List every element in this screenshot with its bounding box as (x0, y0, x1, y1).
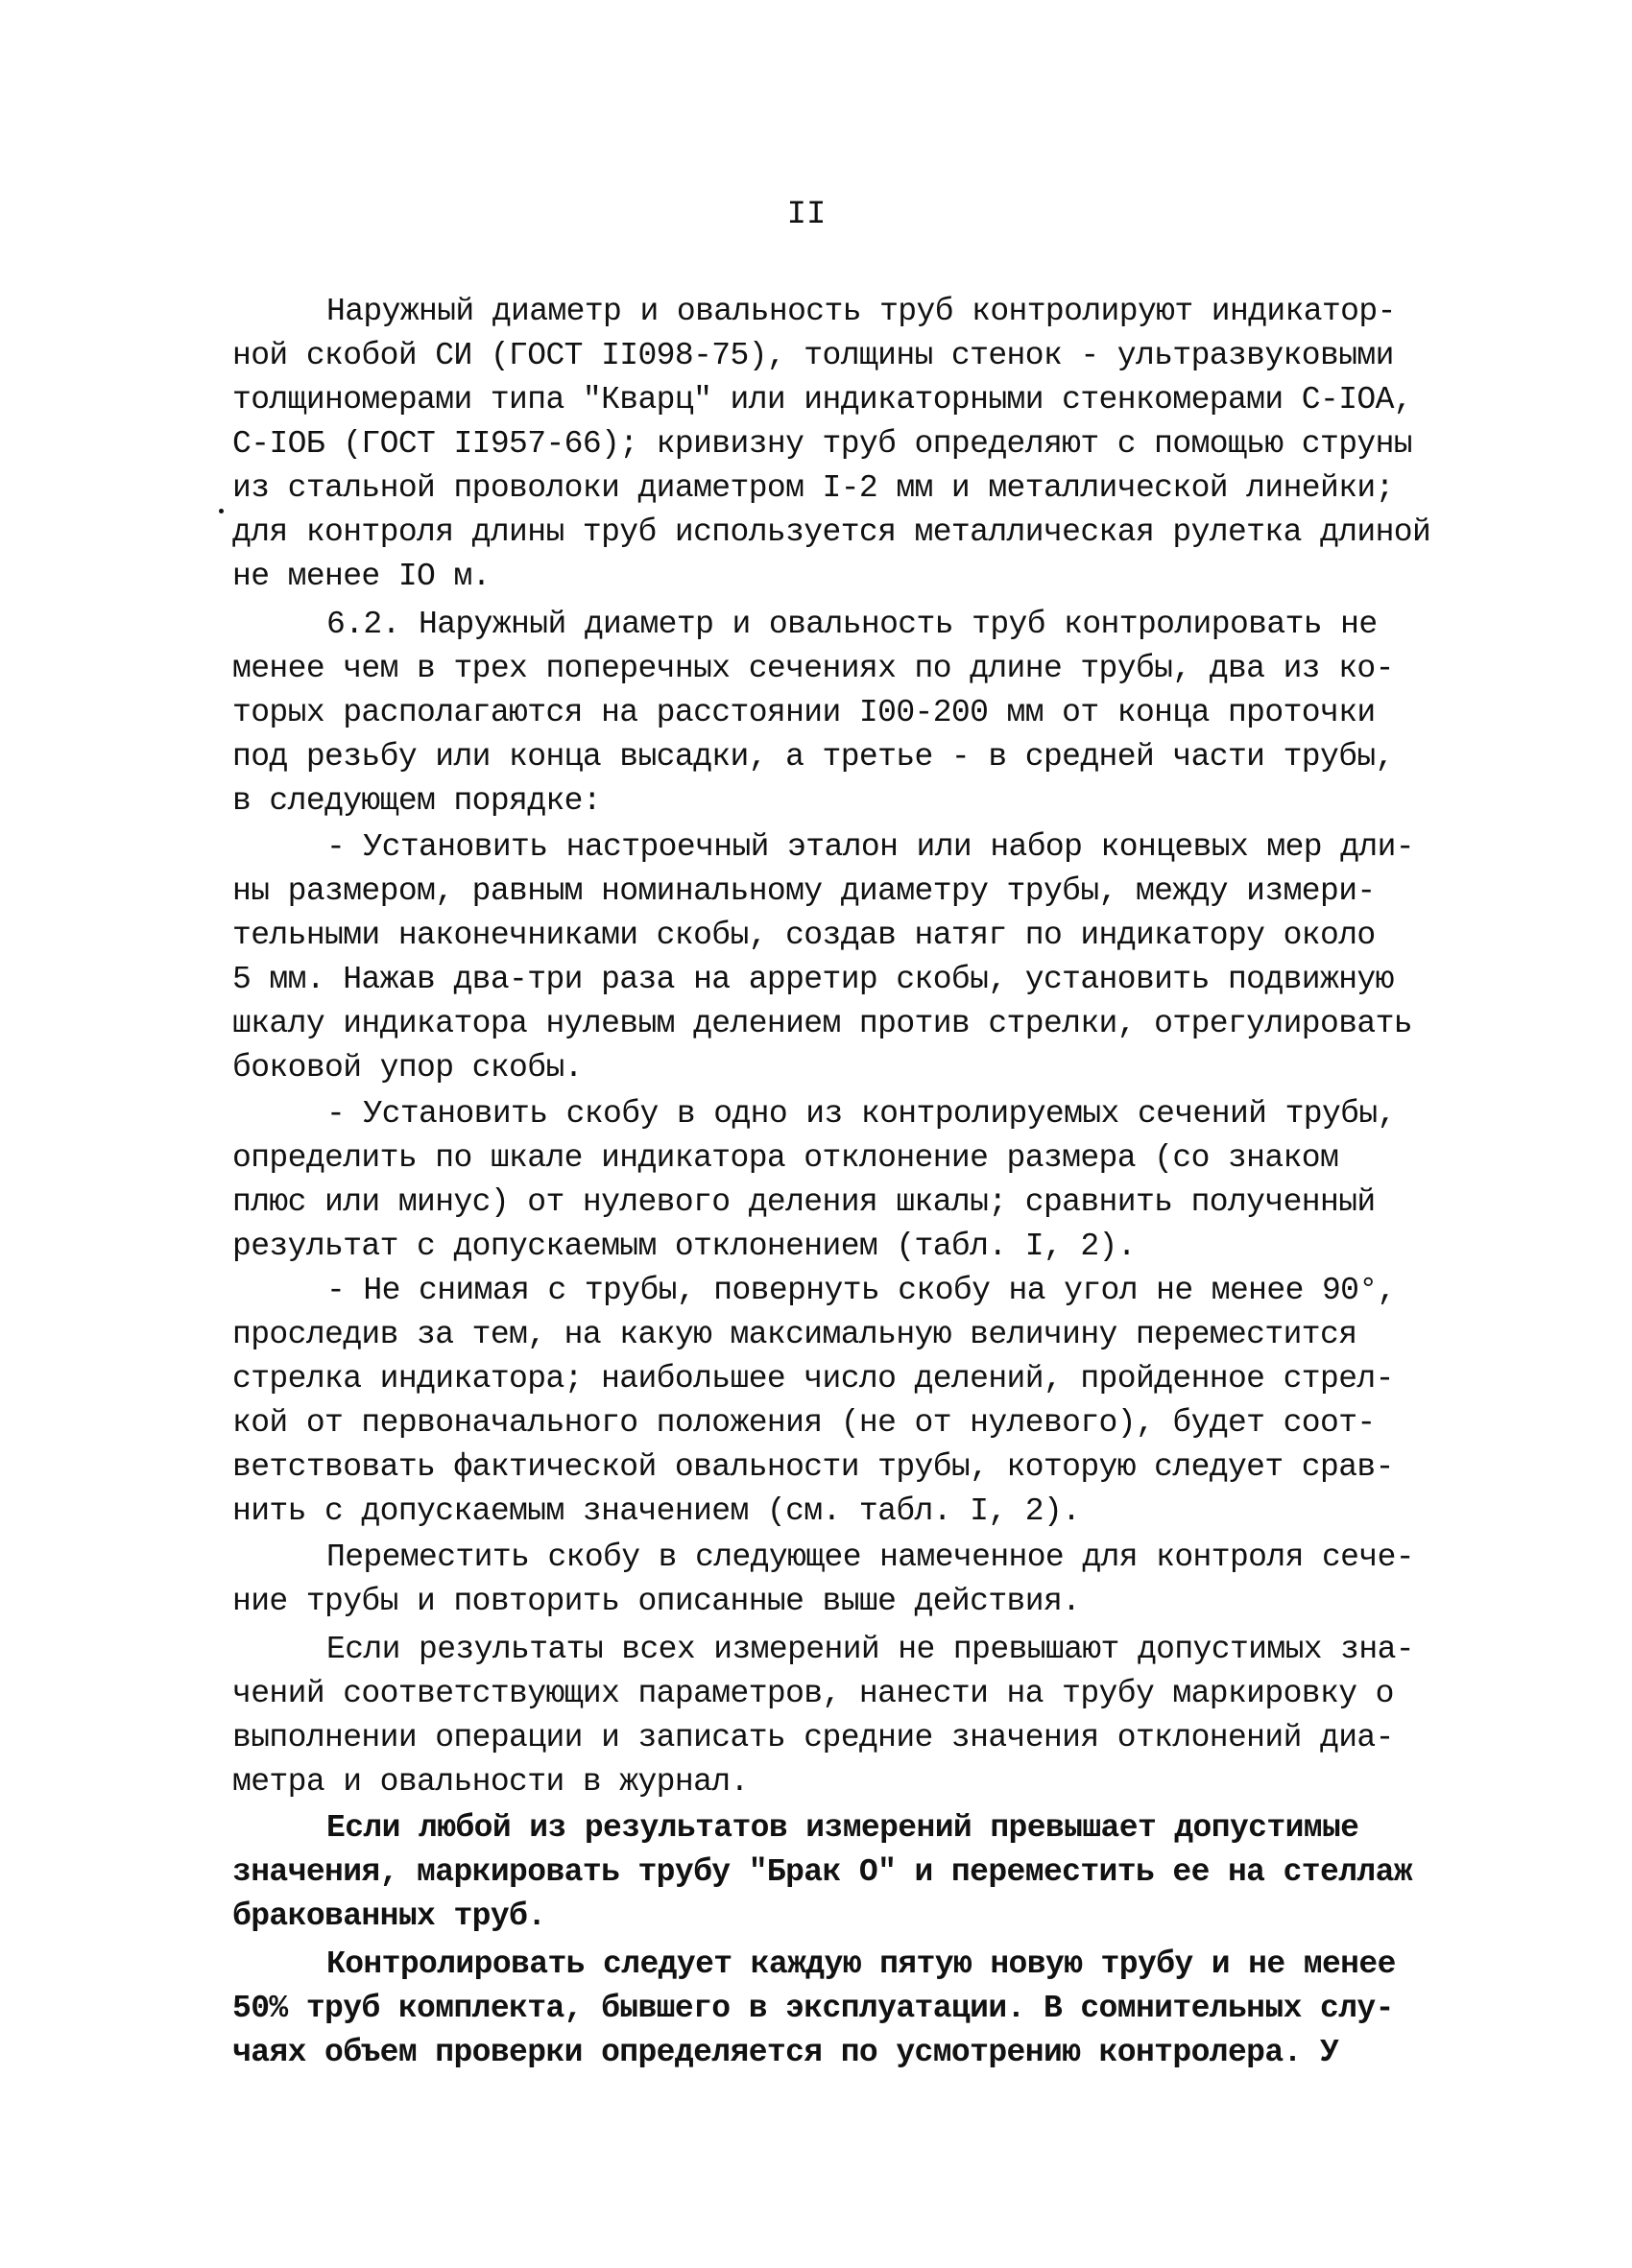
text-line: ветствовать фактической овальности трубы, которую следует срав- (232, 1449, 1394, 1485)
text-line: шкалу индикатора нулевым делением против стрелки, отрегулировать (232, 1006, 1413, 1041)
text-line: Контролировать следует каждую пятую новую трубу и не менее (326, 1946, 1396, 1982)
page-number: II (786, 197, 827, 233)
text-line: Если результаты всех измерений не превышают допустимых зна- (326, 1632, 1414, 1667)
text-line: тельными наконечниками скобы, создав натяг по индикатору около (232, 918, 1376, 953)
text-line: стрелка индикатора; наибольшее число делений, пройденное стрел- (232, 1361, 1394, 1397)
text-line: ной скобой СИ (ГОСТ II098-75), толщины стенок - ультразвуковыми (232, 338, 1394, 373)
text-line: ние трубы и повторить описанные выше действия. (232, 1584, 1081, 1619)
text-line: - Установить скобу в одно из контролируемых сечений трубы, (326, 1096, 1396, 1132)
text-line: под резьбу или конца высадки, а третье - в средней части трубы, (232, 739, 1394, 775)
text-line: Наружный диаметр и овальность труб контролируют индикатор- (326, 294, 1396, 329)
text-line: из стальной проволоки диаметром I-2 мм и металлической линейки; (232, 470, 1394, 506)
text-line: - Не снимая с трубы, повернуть скобу на угол не менее 90°, (326, 1273, 1396, 1308)
text-line: чаях объем проверки определяется по усмотрению контролера. У (232, 2035, 1339, 2070)
text-line: боковой упор скобы. (232, 1050, 583, 1086)
text-line: - Установить настроечный эталон или набор концевых мер дли- (326, 829, 1414, 865)
text-line: метра и овальности в журнал. (232, 1764, 749, 1800)
text-line: в следующем порядке: (232, 783, 602, 819)
text-line: для контроля длины труб используется металлическая рулетка длиной (232, 514, 1431, 550)
stray-dot-mark (219, 509, 224, 513)
text-line: 50% труб комплекта, бывшего в эксплуатации. В сомнительных слу- (232, 1991, 1394, 2026)
text-line: значения, маркировать трубу "Брак О" и переместить ее на стеллаж (232, 1854, 1413, 1890)
text-line: С-IOБ (ГОСТ II957-66); кривизну труб определяют с помощью струны (232, 426, 1413, 462)
text-line: плюс или минус) от нулевого деления шкалы; сравнить полученный (232, 1184, 1376, 1220)
text-line: 5 мм. Нажав два-три раза на арретир скобы, установить подвижную (232, 962, 1394, 997)
text-line: толщиномерами типа "Кварц" или индикаторными стенкомерами С-IOA, (232, 382, 1413, 418)
text-line: чений соответствующих параметров, нанести на трубу маркировку о (232, 1676, 1394, 1711)
text-line: бракованных труб. (232, 1898, 546, 1934)
text-line: Переместить скобу в следующее намеченное для контроля сече- (326, 1540, 1414, 1575)
text-line: менее чем в трех поперечных сечениях по длине трубы, два из ко- (232, 651, 1394, 686)
text-line: результат с допускаемым отклонением (табл. I, 2). (232, 1229, 1136, 1264)
text-line: ны размером, равным номинальному диаметру трубы, между измери- (232, 873, 1376, 909)
text-line: Если любой из результатов измерений превышает допустимые (326, 1810, 1359, 1846)
text-line: торых располагаются на расстоянии I00-200 мм от конца проточки (232, 695, 1376, 730)
text-line: нить с допускаемым значением (см. табл. I, 2). (232, 1493, 1081, 1529)
text-line: определить по шкале индикатора отклонение размера (со знаком (232, 1140, 1339, 1176)
text-line: 6.2. Наружный диаметр и овальность труб контролировать не (326, 607, 1378, 642)
text-line: проследив за тем, на какую максимальную величину переместится (232, 1317, 1357, 1352)
text-line: кой от первоначального положения (не от нулевого), будет соот- (232, 1405, 1376, 1441)
text-line: выполнении операции и записать средние значения отклонений диа- (232, 1720, 1394, 1755)
text-line: не менее IO м. (232, 559, 491, 594)
